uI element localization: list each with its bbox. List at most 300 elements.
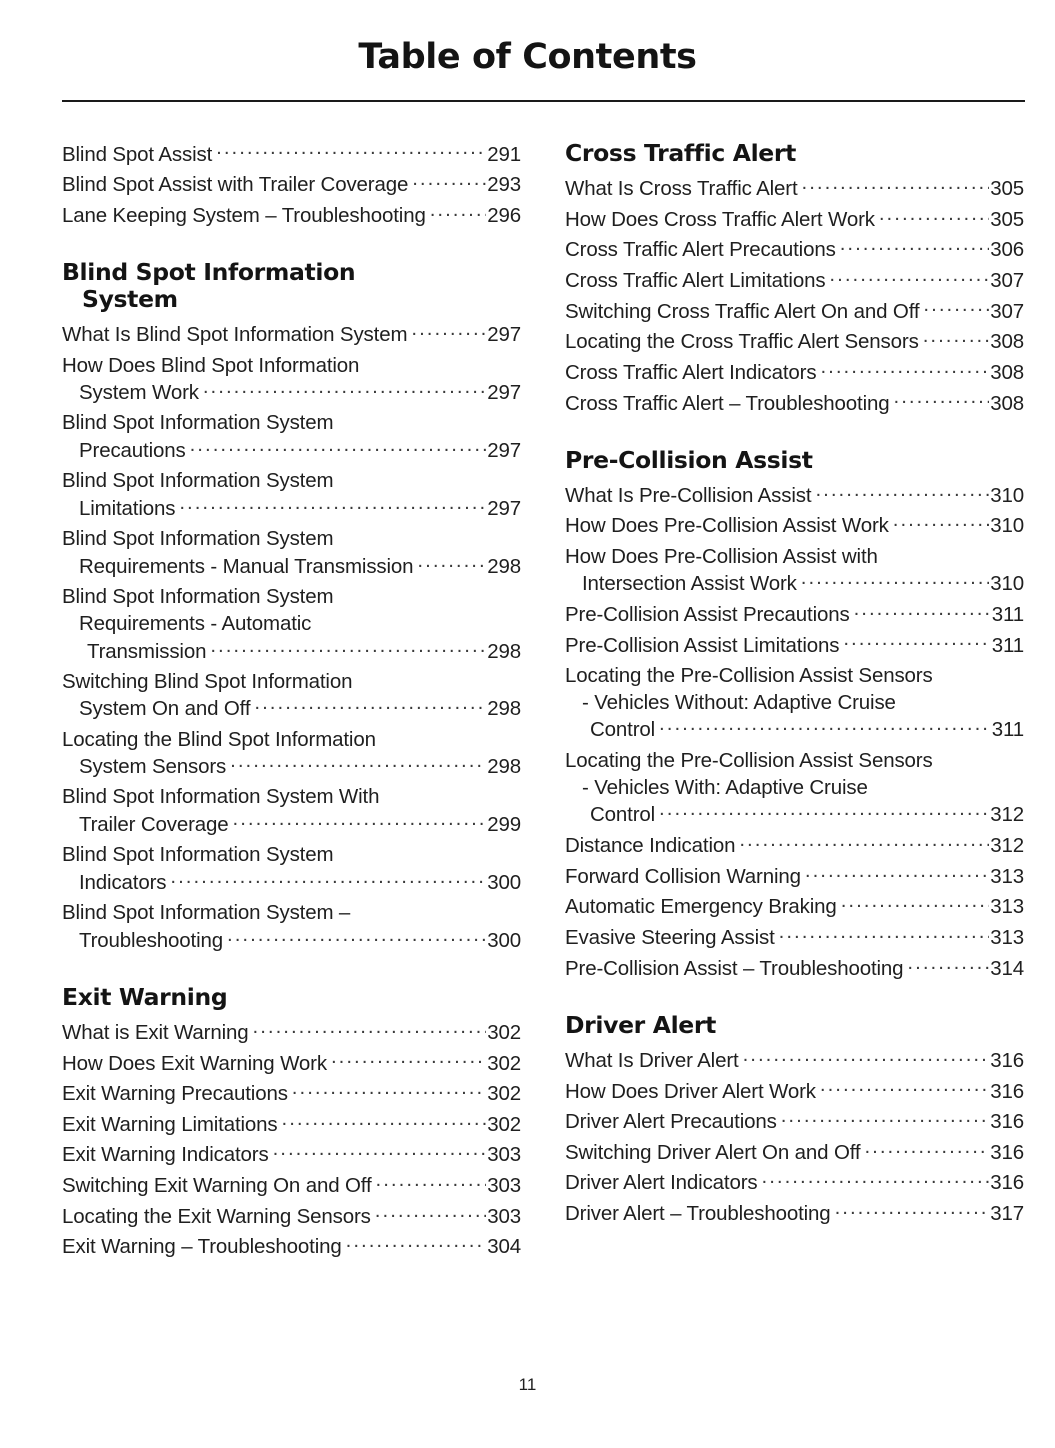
- toc-entry-line: [62, 868, 521, 896]
- toc-entry-title: What Is Blind Spot Information System: [62, 323, 408, 347]
- section-heading-text: [62, 259, 521, 314]
- toc-entry-line: [62, 637, 521, 665]
- toc-entry-title: Transmission: [87, 639, 207, 663]
- toc-page-number: 311: [991, 718, 1024, 742]
- toc-page-number: 302: [487, 1112, 521, 1136]
- toc-entry-title: Exit Warning Indicators: [62, 1143, 269, 1167]
- toc-entry-line: [565, 774, 1024, 801]
- toc-entry-line: [62, 899, 521, 926]
- toc-entry-title: How Does Pre-Collision Assist with: [565, 544, 878, 568]
- toc-entry-title: Driver Alert Indicators: [565, 1171, 758, 1195]
- toc-entry-line: [565, 832, 1024, 860]
- dot-leader: [179, 494, 486, 515]
- toc-page-number: 298: [487, 697, 521, 721]
- toc-entry-title: How Does Cross Traffic Alert Work: [565, 207, 875, 231]
- dot-leader: [829, 266, 989, 287]
- toc-entry-title: System On and Off: [79, 697, 251, 721]
- toc-page-number: 308: [990, 330, 1024, 354]
- dot-leader: [815, 481, 989, 502]
- toc-entry-title: Switching Blind Spot Information: [62, 669, 353, 693]
- toc-page-number: 300: [487, 870, 521, 894]
- dot-leader: [907, 954, 989, 975]
- toc-entry-line: [565, 328, 1024, 356]
- left-column: [62, 140, 521, 1264]
- toc-entry[interactable]: [62, 321, 521, 349]
- toc-entry-line: [62, 926, 521, 954]
- toc-entry-line: [565, 924, 1024, 952]
- toc-entry-title: Pre-Collision Assist Limitations: [565, 633, 840, 657]
- toc-entry-title: Control: [590, 718, 656, 742]
- toc-entry[interactable]: [62, 1233, 521, 1261]
- toc-page-number: 300: [487, 928, 521, 952]
- toc-entry[interactable]: [565, 543, 1024, 598]
- toc-entry-title: Troubleshooting: [79, 928, 224, 952]
- toc-entry-title: Blind Spot Information System: [62, 843, 334, 867]
- dot-leader: [233, 811, 487, 832]
- toc-entry-line: [565, 1138, 1024, 1166]
- toc-entry-line: [565, 862, 1024, 890]
- toc-entry[interactable]: [62, 583, 521, 665]
- toc-page-number: 314: [990, 956, 1024, 980]
- toc-page-number: 296: [487, 203, 521, 227]
- toc-entry-title: Pre-Collision Assist Precautions: [565, 602, 850, 626]
- toc-page-number: 312: [990, 834, 1024, 858]
- toc-page-number: 316: [990, 1171, 1024, 1195]
- toc-page-number: 303: [487, 1143, 521, 1167]
- toc-entry[interactable]: [62, 783, 521, 838]
- dot-leader: [331, 1049, 486, 1070]
- section-heading-text: [62, 984, 521, 1011]
- dot-leader: [843, 631, 990, 652]
- toc-page-number: 305: [990, 176, 1024, 200]
- dot-leader: [203, 379, 486, 400]
- dot-leader: [894, 389, 990, 410]
- toc-page-number: 297: [487, 381, 521, 405]
- toc-page-number: 305: [990, 207, 1024, 231]
- toc-entry-title: Control: [590, 803, 656, 827]
- toc-page-number: 313: [990, 864, 1024, 888]
- page-header: [0, 38, 1055, 77]
- toc-entry-title: Cross Traffic Alert Precautions: [565, 238, 836, 262]
- dot-leader: [801, 570, 989, 591]
- toc-page-number: 303: [487, 1174, 521, 1198]
- toc-entry-line: [62, 1110, 521, 1138]
- toc-entry-title: Cross Traffic Alert Limitations: [565, 268, 826, 292]
- toc-entry-line: [62, 1049, 521, 1077]
- toc-entry-title: Pre-Collision Assist – Troubleshooting: [565, 956, 904, 980]
- toc-entry-title: Lane Keeping System – Troubleshooting: [62, 203, 426, 227]
- toc-page-number: 312: [990, 803, 1024, 827]
- toc-entry-line: [565, 747, 1024, 774]
- dot-leader: [254, 695, 486, 716]
- dot-leader: [346, 1233, 487, 1254]
- toc-entry-title: Limitations: [79, 496, 176, 520]
- toc-entry-line: [62, 437, 521, 465]
- toc-page-number: 299: [487, 813, 521, 837]
- toc-entry[interactable]: [565, 512, 1024, 540]
- section-heading: [565, 447, 1024, 474]
- toc-page-number: 304: [487, 1235, 521, 1259]
- toc-entry-title: - Vehicles Without: Adaptive Cruise: [582, 690, 896, 714]
- section-heading: [62, 984, 521, 1011]
- dot-leader: [820, 1077, 989, 1098]
- toc-page-number: 298: [487, 554, 521, 578]
- toc-entry-line: [565, 1046, 1024, 1074]
- toc-entry[interactable]: [565, 1169, 1024, 1197]
- toc-entry[interactable]: [565, 954, 1024, 982]
- toc-entry-title: Driver Alert – Troubleshooting: [565, 1202, 831, 1226]
- section-heading-text: [565, 1012, 1024, 1039]
- toc-entry-line: [565, 358, 1024, 386]
- toc-entry-title: What Is Pre-Collision Assist: [565, 483, 812, 507]
- dot-leader: [282, 1110, 487, 1131]
- toc-entry-line: [565, 481, 1024, 509]
- toc-page-number: 302: [487, 1051, 521, 1075]
- toc-entry[interactable]: [62, 201, 521, 229]
- toc-entry-title: - Vehicles With: Adaptive Cruise: [582, 775, 868, 799]
- section-heading: [565, 1012, 1024, 1039]
- toc-entry-title: Blind Spot Information System: [62, 411, 334, 435]
- toc-entry[interactable]: [565, 1200, 1024, 1228]
- toc-entry-line: [565, 954, 1024, 982]
- dot-leader: [216, 140, 486, 161]
- toc-page-number: 310: [990, 514, 1024, 538]
- toc-entry-title: Cross Traffic Alert Indicators: [565, 360, 817, 384]
- dot-leader: [835, 1200, 990, 1221]
- toc-page-number: 316: [990, 1110, 1024, 1134]
- toc-section: [565, 1012, 1024, 1227]
- dot-leader: [781, 1108, 990, 1129]
- toc-entry-line: [565, 662, 1024, 689]
- toc-entry-title: Automatic Emergency Braking: [565, 895, 837, 919]
- toc-columns: [62, 140, 1025, 1264]
- toc-entry-line: [62, 668, 521, 695]
- toc-entry-line: [565, 631, 1024, 659]
- toc-entry-line: [62, 321, 521, 349]
- toc-entry-title: How Does Exit Warning Work: [62, 1051, 327, 1075]
- toc-section: [62, 984, 521, 1261]
- toc-entry-line: [565, 205, 1024, 233]
- toc-entry-line: [565, 389, 1024, 417]
- toc-entry-line: [565, 174, 1024, 202]
- toc-entry[interactable]: [62, 1018, 521, 1046]
- toc-entry[interactable]: [565, 297, 1024, 325]
- toc-page-number: 302: [487, 1020, 521, 1044]
- dot-leader: [417, 552, 486, 573]
- section-heading-line: Pre-Collision Assist: [565, 445, 813, 474]
- dot-leader: [292, 1080, 486, 1101]
- toc-entry[interactable]: [62, 899, 521, 954]
- dot-leader: [659, 801, 989, 822]
- section-heading-line: System: [82, 285, 178, 314]
- toc-entry-title: What Is Cross Traffic Alert: [565, 176, 798, 200]
- toc-entry-line: [62, 1202, 521, 1230]
- dot-leader: [210, 637, 486, 658]
- toc-entry[interactable]: [565, 924, 1024, 952]
- toc-entry-line: [565, 801, 1024, 829]
- toc-page-number: 316: [990, 1048, 1024, 1072]
- toc-page-number: 302: [487, 1082, 521, 1106]
- toc-entry[interactable]: [62, 140, 521, 168]
- toc-entry-title: How Does Driver Alert Work: [565, 1079, 816, 1103]
- toc-entry[interactable]: [565, 662, 1024, 744]
- dot-leader: [376, 1172, 487, 1193]
- toc-entry[interactable]: [62, 1049, 521, 1077]
- toc-entry[interactable]: [62, 409, 521, 464]
- toc-entry[interactable]: [565, 1108, 1024, 1136]
- toc-entry-title: Precautions: [79, 439, 186, 463]
- toc-entry-line: [62, 695, 521, 723]
- dot-leader: [659, 716, 991, 737]
- toc-entry[interactable]: [565, 600, 1024, 628]
- toc-entry[interactable]: [565, 747, 1024, 829]
- toc-entry[interactable]: [565, 631, 1024, 659]
- toc-entry-line: [565, 570, 1024, 598]
- toc-entry[interactable]: [62, 1141, 521, 1169]
- toc-entry-line: [565, 600, 1024, 628]
- dot-leader: [805, 862, 989, 883]
- toc-page-number: 316: [990, 1079, 1024, 1103]
- toc-entry[interactable]: [62, 352, 521, 407]
- toc-entry-title: System Work: [79, 381, 199, 405]
- toc-entry-line: [565, 1108, 1024, 1136]
- toc-entry-line: [565, 512, 1024, 540]
- toc-page-number: 297: [487, 323, 521, 347]
- toc-entry[interactable]: [62, 1202, 521, 1230]
- section-heading-line: Blind Spot Information: [62, 257, 356, 286]
- toc-entry-line: [62, 552, 521, 580]
- toc-entry-title: How Does Pre-Collision Assist Work: [565, 514, 889, 538]
- toc-entry[interactable]: [565, 832, 1024, 860]
- toc-entry-title: Locating the Blind Spot Information: [62, 727, 376, 751]
- toc-page-number: 297: [487, 439, 521, 463]
- toc-entry-title: Blind Spot Assist: [62, 142, 213, 166]
- toc-page-number: 308: [990, 391, 1024, 415]
- toc-page-number: 313: [990, 926, 1024, 950]
- dot-leader: [412, 171, 486, 192]
- dot-leader: [170, 868, 486, 889]
- toc-entry-title: Blind Spot Information System –: [62, 901, 351, 925]
- section-heading-line: Cross Traffic Alert: [565, 139, 797, 167]
- toc-section: [565, 140, 1024, 417]
- header-divider: [62, 100, 1025, 102]
- toc-entry-title: Locating the Cross Traffic Alert Sensors: [565, 330, 919, 354]
- toc-entry-line: [62, 201, 521, 229]
- dot-leader: [375, 1202, 486, 1223]
- toc-entry[interactable]: [62, 1172, 521, 1200]
- toc-entry-line: [62, 1080, 521, 1108]
- dot-leader: [854, 600, 991, 621]
- toc-entry-title: Intersection Assist Work: [582, 572, 797, 596]
- section-heading-line: Driver Alert: [565, 1010, 716, 1039]
- toc-page-number: 311: [991, 602, 1024, 626]
- toc-entry[interactable]: [565, 205, 1024, 233]
- dot-leader: [820, 358, 989, 379]
- dot-leader: [864, 1138, 989, 1159]
- toc-page-number: 317: [990, 1202, 1024, 1226]
- dot-leader: [802, 174, 990, 195]
- toc-entry-title: Requirements - Automatic: [79, 612, 312, 635]
- toc-entry-title: Blind Spot Assist with Trailer Coverage: [62, 173, 409, 197]
- toc-page-number: 308: [990, 360, 1024, 384]
- toc-entry-title: Blind Spot Information System: [62, 584, 334, 608]
- toc-entry-title: Locating the Exit Warning Sensors: [62, 1204, 371, 1228]
- toc-entry[interactable]: [565, 236, 1024, 264]
- toc-entry[interactable]: [62, 726, 521, 781]
- toc-entry-line: [565, 716, 1024, 744]
- toc-entry[interactable]: [62, 1110, 521, 1138]
- toc-section: [62, 140, 521, 229]
- dot-leader: [923, 297, 989, 318]
- toc-page-number: 311: [991, 633, 1024, 657]
- page-title: Table of Contents: [358, 37, 697, 77]
- toc-entry-title: What Is Driver Alert: [565, 1048, 739, 1072]
- toc-entry-title: Switching Driver Alert On and Off: [565, 1140, 861, 1164]
- toc-entry[interactable]: [62, 171, 521, 199]
- section-heading-line: Exit Warning: [62, 982, 228, 1011]
- section-heading: [565, 140, 1024, 167]
- dot-leader: [893, 512, 989, 533]
- toc-entry-title: What is Exit Warning: [62, 1020, 249, 1044]
- toc-entry-line: [62, 1141, 521, 1169]
- toc-entry-title: Cross Traffic Alert – Troubleshooting: [565, 391, 890, 415]
- dot-leader: [227, 926, 486, 947]
- toc-entry-title: Switching Cross Traffic Alert On and Off: [565, 299, 920, 323]
- toc-page-number: 313: [990, 895, 1024, 919]
- toc-entry[interactable]: [565, 1077, 1024, 1105]
- toc-page-number: 298: [487, 639, 521, 663]
- toc-entry[interactable]: [62, 841, 521, 896]
- toc-entry-line: [62, 525, 521, 552]
- toc-entry-title: Exit Warning Limitations: [62, 1112, 278, 1136]
- toc-entry-title: Blind Spot Information System: [62, 527, 334, 551]
- toc-page-number: 303: [487, 1204, 521, 1228]
- dot-leader: [739, 832, 989, 853]
- toc-entry[interactable]: [62, 1080, 521, 1108]
- toc-entry-line: [62, 610, 521, 637]
- toc-entry[interactable]: [565, 389, 1024, 417]
- section-heading-text: [565, 140, 1024, 167]
- toc-page-number: 307: [990, 299, 1024, 323]
- dot-leader: [879, 205, 989, 226]
- toc-entry[interactable]: [565, 266, 1024, 294]
- toc-entry-line: [62, 140, 521, 168]
- toc-entry-title: Blind Spot Information System With: [62, 785, 380, 809]
- toc-entry-line: [62, 1233, 521, 1261]
- toc-entry-line: [565, 1077, 1024, 1105]
- dot-leader: [923, 328, 990, 349]
- toc-entry-line: [565, 689, 1024, 716]
- toc-entry-title: Exit Warning – Troubleshooting: [62, 1235, 342, 1259]
- toc-page-number: 307: [990, 268, 1024, 292]
- toc-entry-line: [62, 379, 521, 407]
- toc-entry-title: Blind Spot Information System: [62, 469, 334, 493]
- toc-entry-title: Switching Exit Warning On and Off: [62, 1174, 372, 1198]
- toc-entry[interactable]: [565, 893, 1024, 921]
- dot-leader: [840, 236, 990, 257]
- toc-entry[interactable]: [565, 358, 1024, 386]
- toc-entry-line: [62, 1172, 521, 1200]
- toc-entry-line: [62, 409, 521, 436]
- toc-entry[interactable]: [565, 174, 1024, 202]
- toc-entry-line: [565, 1200, 1024, 1228]
- toc-entry-line: [565, 236, 1024, 264]
- toc-entry-title: Trailer Coverage: [79, 813, 229, 837]
- toc-entry[interactable]: [565, 1046, 1024, 1074]
- toc-entry-line: [62, 753, 521, 781]
- toc-entry-title: Forward Collision Warning: [565, 864, 801, 888]
- toc-entry-line: [62, 1018, 521, 1046]
- section-heading: [62, 259, 521, 314]
- section-heading-text: [565, 447, 1024, 474]
- toc-entry[interactable]: [565, 1138, 1024, 1166]
- toc-entry-line: [62, 811, 521, 839]
- toc-entry-title: Requirements - Manual Transmission: [79, 554, 414, 578]
- toc-entry-title: Exit Warning Precautions: [62, 1082, 288, 1106]
- toc-entry-line: [62, 171, 521, 199]
- toc-entry[interactable]: [565, 862, 1024, 890]
- toc-page-number: 310: [990, 572, 1024, 596]
- toc-entry[interactable]: [62, 668, 521, 723]
- toc-entry-line: [565, 543, 1024, 570]
- dot-leader: [779, 924, 990, 945]
- toc-page-number: 297: [487, 496, 521, 520]
- toc-page-number: 298: [487, 755, 521, 779]
- toc-entry-line: [62, 352, 521, 379]
- dot-leader: [253, 1018, 487, 1039]
- toc-page-number: 310: [990, 483, 1024, 507]
- dot-leader: [430, 201, 487, 222]
- page-number: 11: [518, 1375, 537, 1394]
- toc-entry-line: [62, 841, 521, 868]
- toc-section: [565, 447, 1024, 982]
- toc-page-number: 316: [990, 1140, 1024, 1164]
- toc-entry[interactable]: [565, 328, 1024, 356]
- toc-entry-line: [62, 783, 521, 810]
- toc-entry-line: [565, 297, 1024, 325]
- toc-entry-line: [565, 266, 1024, 294]
- dot-leader: [273, 1141, 487, 1162]
- toc-entry-title: Indicators: [79, 870, 167, 894]
- toc-entry-line: [62, 583, 521, 610]
- toc-page-number: 291: [487, 142, 521, 166]
- toc-entry-title: How Does Blind Spot Information: [62, 353, 360, 377]
- dot-leader: [190, 437, 487, 458]
- toc-entry-line: [62, 494, 521, 522]
- toc-entry-title: System Sensors: [79, 755, 227, 779]
- dot-leader: [762, 1169, 990, 1190]
- toc-entry-line: [62, 726, 521, 753]
- toc-entry-title: Evasive Steering Assist: [565, 926, 775, 950]
- toc-entry-line: [62, 467, 521, 494]
- right-column: [565, 140, 1024, 1264]
- toc-entry-title: Locating the Pre-Collision Assist Sensors: [565, 748, 933, 772]
- toc-entry[interactable]: [62, 467, 521, 522]
- dot-leader: [743, 1046, 990, 1067]
- toc-page-number: 293: [487, 173, 521, 197]
- toc-page-number: 306: [990, 238, 1024, 262]
- toc-entry-title: Distance Indication: [565, 834, 736, 858]
- toc-entry-line: [565, 1169, 1024, 1197]
- toc-section: [62, 259, 521, 954]
- dot-leader: [230, 753, 486, 774]
- dot-leader: [411, 321, 486, 342]
- dot-leader: [841, 893, 990, 914]
- toc-entry[interactable]: [565, 481, 1024, 509]
- toc-entry[interactable]: [62, 525, 521, 580]
- toc-entry-title: Locating the Pre-Collision Assist Sensors: [565, 663, 933, 687]
- toc-entry-title: Driver Alert Precautions: [565, 1110, 777, 1134]
